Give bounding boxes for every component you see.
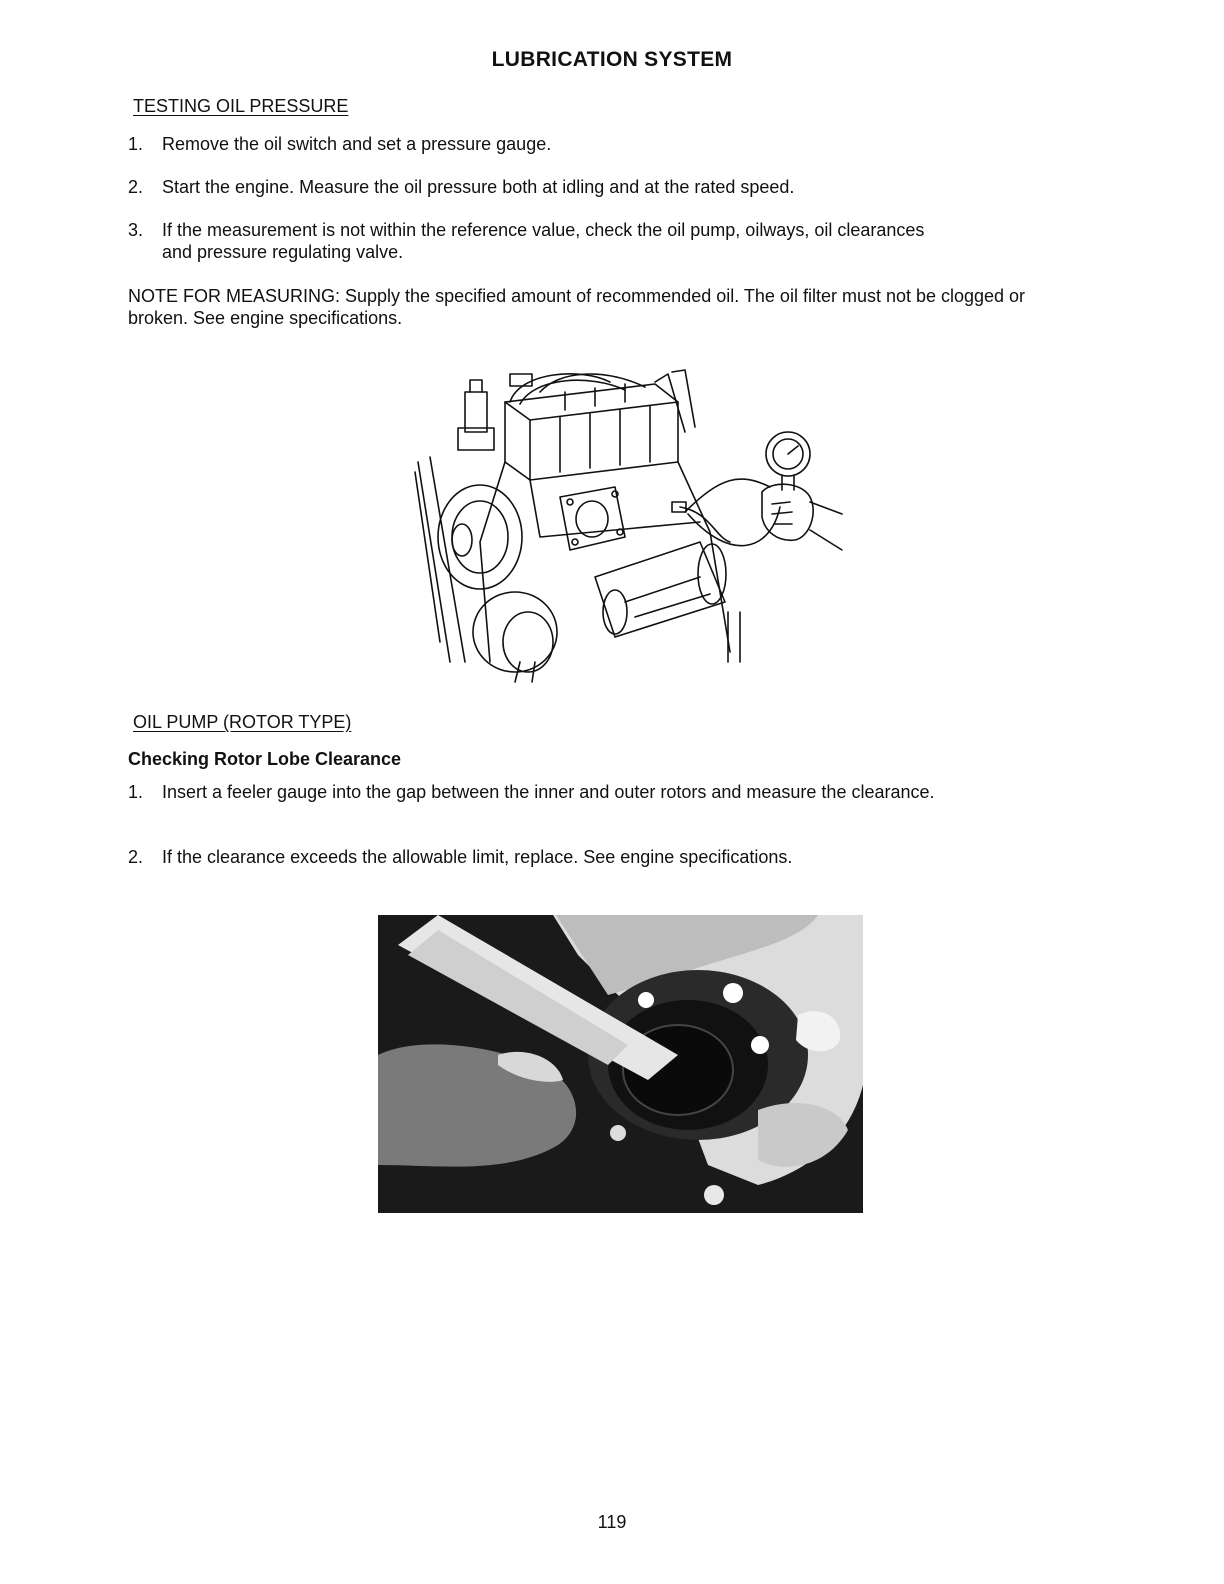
step-number: 2.	[128, 177, 144, 197]
measuring-note: NOTE FOR MEASURING: Supply the specified amount of recommended oil. The oil filter must not be clogged or broken. See engine specifications.	[128, 286, 1026, 328]
subheading-rotor-lobe-clearance: Checking Rotor Lobe Clearance	[128, 749, 402, 769]
page-number: 119	[597, 1512, 627, 1532]
step-number: 1.	[128, 134, 144, 154]
step-text: Insert a feeler gauge into the gap between the inner and outer rotors and measure the clearance.	[162, 782, 935, 802]
step-text: Remove the oil switch and set a pressure gauge.	[162, 134, 552, 154]
list-item	[128, 176, 1028, 198]
step-number: 2.	[128, 847, 144, 867]
rotor-clearance-photo	[378, 915, 863, 1213]
list-item	[128, 219, 948, 263]
step-number: 3.	[128, 220, 144, 240]
step-text: If the clearance exceeds the allowable limit, replace. See engine specifications.	[162, 847, 793, 867]
step-text: If the measurement is not within the reference value, check the oil pump, oilways, oil clearances and pressure regulating valve.	[162, 220, 925, 262]
step-text: Start the engine. Measure the oil pressure both at idling and at the rated speed.	[162, 177, 795, 197]
section-heading-testing-oil-pressure: TESTING OIL PRESSURE	[133, 96, 349, 116]
list-item	[128, 133, 1028, 155]
list-item	[128, 846, 1028, 868]
engine-pressure-gauge-illustration	[410, 362, 850, 687]
section-heading-oil-pump: OIL PUMP (ROTOR TYPE)	[133, 712, 352, 732]
page-title: LUBRICATION SYSTEM	[491, 48, 733, 71]
list-item	[128, 781, 968, 803]
step-number: 1.	[128, 782, 144, 802]
